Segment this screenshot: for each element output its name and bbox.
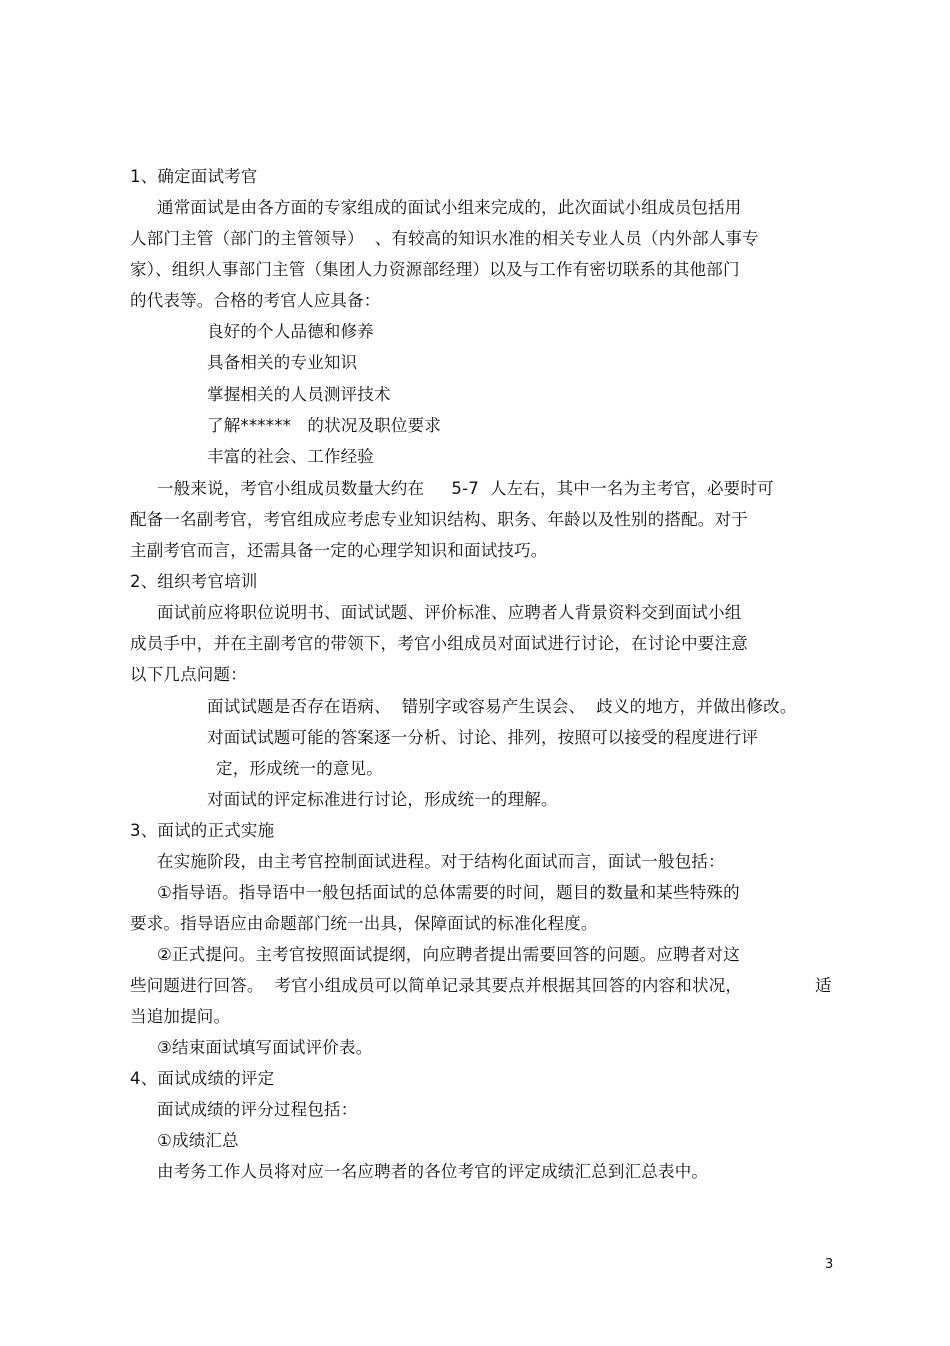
paragraph-line: 些问题进行回答。 考官小组成员可以简单记录其要点并根据其回答的内容和状况， <box>130 976 743 995</box>
paragraph-line: 要求。指导语应由命题部门统一出具，保障面试的标准化程度。 <box>130 914 598 933</box>
paragraph-line: 家）、组织人事部门主管（集团人力资源部经理）以及与工作有密切联系的其他部门 <box>130 260 740 279</box>
list-item: 具备相关的专业知识 <box>207 353 358 372</box>
paragraph-line: 在实施阶段，由主考官控制面试进程。对于结构化面试而言，面试一般包括： <box>157 852 725 871</box>
section-heading-2: 2、组织考官培训 <box>130 572 258 591</box>
paragraph-line: 一般来说，考官小组成员数量大约在 5-7 人左右，其中一名为主考官，必要时可 <box>157 479 774 498</box>
list-item: 良好的个人品德和修养 <box>207 322 374 341</box>
paragraph-line: 由考务工作人员将对应一名应聘者的各位考官的评定成绩汇总到汇总表中。 <box>157 1162 709 1181</box>
section-heading-4: 4、面试成绩的评定 <box>130 1069 275 1088</box>
paragraph-line: ①指导语。指导语中一般包括面试的总体需要的时间，题目的数量和某些特殊的 <box>157 883 740 902</box>
list-item: 面试试题是否存在语病、 错别字或容易产生误会、 歧义的地方，并做出修改。 <box>207 697 797 716</box>
paragraph-line: 主副考官而言，还需具备一定的心理学知识和面试技巧。 <box>130 541 548 560</box>
paragraph-line-end: 适 <box>815 976 832 995</box>
paragraph-line: ①成绩汇总 <box>157 1131 239 1150</box>
list-item: 对面试的评定标准进行讨论，形成统一的理解。 <box>207 790 558 809</box>
paragraph-line: 当追加提问。 <box>130 1007 231 1026</box>
section-heading-3: 3、面试的正式实施 <box>130 821 275 840</box>
paragraph-line: 以下几点问题： <box>130 665 247 684</box>
list-item: 掌握相关的人员测评技术 <box>207 385 391 404</box>
paragraph-line: ③结束面试填写面试评价表。 <box>157 1038 373 1057</box>
list-item: 丰富的社会、工作经验 <box>207 447 374 466</box>
paragraph-line: 的代表等。合格的考官人应具备： <box>130 291 381 310</box>
list-item: 对面试试题可能的答案逐一分析、讨论、排列，按照可以接受的程度进行评 <box>207 728 759 747</box>
paragraph-line: 成员手中，并在主副考官的带领下，考官小组成员对面试进行讨论，在讨论中要注意 <box>130 634 748 653</box>
paragraph-line: 配备一名副考官，考官组成应考虑专业知识结构、职务、年龄以及性别的搭配。对于 <box>130 510 748 529</box>
section-heading-1: 1、确定面试考官 <box>130 167 258 186</box>
list-item: 了解****** 的状况及职位要求 <box>207 416 442 435</box>
paragraph-line: 面试前应将职位说明书、面试试题、评价标准、应聘者人背景资料交到面试小组 <box>157 603 742 622</box>
list-item-continuation: 定，形成统一的意见。 <box>216 759 383 778</box>
paragraph-line: 人部门主管（部门的主管领导） 、有较高的知识水准的相关专业人员（内外部人事专 <box>130 229 759 248</box>
paragraph-line: 面试成绩的评分过程包括： <box>157 1100 358 1119</box>
paragraph-line: 通常面试是由各方面的专家组成的面试小组来完成的，此次面试小组成员包括用 <box>157 198 742 217</box>
paragraph-line: ②正式提问。主考官按照面试提纲，向应聘者提出需要回答的问题。应聘者对这 <box>157 945 740 964</box>
page-number: 3 <box>825 1257 834 1272</box>
